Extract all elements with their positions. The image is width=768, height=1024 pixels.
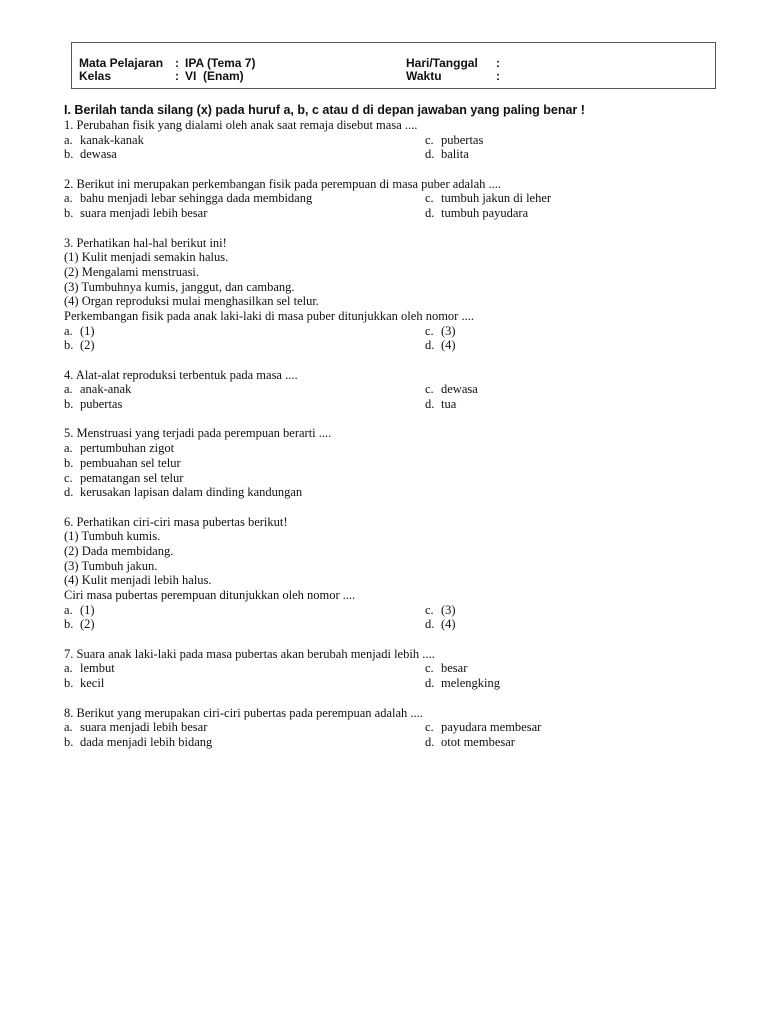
option-a[interactable] (64, 133, 144, 148)
question-stem: 1. Perubahan fisik yang dialami oleh anak saat remaja disebut masa .... (64, 118, 418, 132)
statement-item: (1) Tumbuh kumis. (64, 529, 161, 544)
option-text: tumbuh payudara (441, 206, 529, 221)
option-d[interactable] (425, 735, 515, 750)
option-text: dada menjadi lebih bidang (80, 734, 213, 749)
option-row (64, 397, 724, 412)
question-stem: 3. Perhatikan hal-hal berikut ini! (64, 235, 227, 250)
option-d[interactable] (425, 397, 456, 412)
option-row (64, 338, 724, 353)
option-text: kanak-kanak (80, 132, 144, 147)
option-row (64, 206, 724, 221)
instruction: I. Berilah tanda silang (x) pada huruf a, b, c atau d di depan jawaban yang paling benar ! (64, 103, 585, 117)
option-letter: a. (64, 191, 73, 206)
option-b[interactable] (64, 456, 181, 471)
question-1 (64, 118, 724, 162)
option-text: lembut (80, 661, 115, 676)
option-b[interactable] (64, 206, 207, 221)
statement-item: (2) Dada membidang. (64, 543, 174, 558)
option-letter: c. (425, 382, 434, 397)
option-row (64, 382, 724, 397)
option-letter: b. (64, 206, 74, 221)
option-row (64, 147, 724, 162)
option-b[interactable] (64, 397, 122, 412)
option-letter: b. (64, 147, 74, 162)
option-letter: a. (64, 602, 73, 617)
option-row (64, 191, 724, 206)
date-separator: : (496, 56, 500, 70)
option-c[interactable] (425, 133, 483, 148)
option-letter: c. (425, 191, 434, 206)
question-stem: 7. Suara anak laki-laki pada masa pubertas akan berubah menjadi lebih .... (64, 646, 435, 661)
option-text: kerusakan lapisan dalam dinding kandungan (80, 485, 303, 500)
option-b[interactable] (64, 617, 95, 632)
option-text: suara menjadi lebih besar (80, 206, 208, 221)
option-text: pubertas (441, 132, 484, 147)
option-letter: b. (64, 734, 74, 749)
option-text: (4) (441, 617, 456, 632)
option-row (64, 485, 724, 500)
option-text: pertumbuhan zigot (80, 441, 175, 456)
option-row (64, 441, 724, 456)
option-b[interactable] (64, 676, 104, 691)
option-text: melengking (441, 676, 501, 691)
option-a[interactable] (64, 441, 174, 456)
question-3 (64, 236, 724, 354)
option-a[interactable] (64, 191, 312, 206)
option-row (64, 133, 724, 148)
option-text: (4) (441, 338, 456, 353)
time-separator: : (496, 69, 500, 83)
question-stem: 6. Perhatikan ciri-ciri masa pubertas berikut! (64, 514, 288, 529)
option-text: suara menjadi lebih besar (80, 720, 208, 735)
option-letter: d. (64, 485, 74, 500)
question-stem: 8. Berikut yang merupakan ciri-ciri pubertas pada perempuan adalah .... (64, 705, 423, 720)
class-label: Kelas (79, 69, 112, 83)
option-letter: c. (425, 323, 434, 338)
class-separator: : (175, 69, 179, 83)
option-letter: c. (64, 470, 73, 485)
option-text: pubertas (80, 397, 123, 412)
option-letter: d. (425, 617, 435, 632)
header-row-subject (72, 56, 715, 70)
option-text: (2) (80, 338, 95, 353)
option-text: tumbuh jakun di leher (441, 191, 552, 206)
option-text: (2) (80, 617, 95, 632)
question-4 (64, 368, 724, 412)
option-c[interactable] (425, 191, 551, 206)
option-a[interactable] (64, 324, 95, 339)
option-text: (1) (80, 602, 95, 617)
question-stem: 5. Menstruasi yang terjadi pada perempuan berarti .... (64, 426, 332, 441)
subject-separator: : (175, 56, 179, 70)
option-c[interactable] (425, 382, 478, 397)
question-stem: 2. Berikut ini merupakan perkembangan fisik pada perempuan di masa puber adalah .... (64, 176, 502, 191)
option-letter: b. (64, 455, 74, 470)
option-row (64, 603, 724, 618)
question-6 (64, 515, 724, 633)
statement-item: (3) Tumbuh jakun. (64, 558, 158, 573)
option-text: (3) (441, 323, 456, 338)
option-letter: d. (425, 206, 435, 221)
option-text: dewasa (80, 147, 117, 162)
question-8 (64, 706, 724, 750)
time-label: Waktu (406, 69, 442, 83)
option-d[interactable] (64, 485, 302, 500)
option-letter: d. (425, 338, 435, 353)
statement-item: (2) Mengalami menstruasi. (64, 264, 200, 279)
option-d[interactable] (425, 617, 456, 632)
option-letter: c. (425, 661, 434, 676)
question-2 (64, 177, 724, 221)
statement-item: (3) Tumbuhnya kumis, janggut, dan cambang. (64, 279, 295, 294)
header-box (71, 42, 716, 89)
option-b[interactable] (64, 147, 117, 162)
option-letter: b. (64, 397, 74, 412)
option-row (64, 676, 724, 691)
option-d[interactable] (425, 206, 528, 221)
question-prompt: Ciri masa pubertas perempuan ditunjukkan oleh nomor .... (64, 588, 356, 602)
option-letter: b. (64, 676, 74, 691)
option-c[interactable] (64, 471, 183, 486)
date-label: Hari/Tanggal (406, 56, 478, 70)
option-text: (3) (441, 602, 456, 617)
option-row (64, 720, 724, 735)
option-text: balita (441, 147, 469, 162)
option-letter: d. (425, 147, 435, 162)
option-b[interactable] (64, 338, 95, 353)
question-prompt: Perkembangan fisik pada anak laki-laki di masa puber ditunjukkan oleh nomor .... (64, 308, 474, 323)
option-a[interactable] (64, 720, 207, 735)
option-text: dewasa (441, 382, 478, 397)
option-letter: c. (425, 720, 434, 735)
option-letter: a. (64, 323, 73, 338)
option-row (64, 456, 724, 471)
question-7 (64, 647, 724, 691)
option-d[interactable] (425, 338, 456, 353)
option-row (64, 617, 724, 632)
option-text: bahu menjadi lebar sehingga dada membidang (80, 191, 313, 206)
statement-item: (4) Kulit menjadi lebih halus. (64, 573, 212, 588)
statement-item: (4) Organ reproduksi mulai menghasilkan sel telur. (64, 294, 319, 309)
option-letter: a. (64, 132, 73, 147)
option-c[interactable] (425, 324, 456, 339)
option-row (64, 471, 724, 486)
option-text: pembuahan sel telur (80, 455, 181, 470)
option-a[interactable] (64, 382, 131, 397)
option-letter: d. (425, 676, 435, 691)
option-letter: c. (425, 602, 434, 617)
option-text: pematangan sel telur (80, 470, 184, 485)
question-list (64, 118, 724, 750)
question-stem: 4. Alat-alat reproduksi terbentuk pada masa .... (64, 367, 298, 382)
option-letter: a. (64, 382, 73, 397)
question-5 (64, 426, 724, 499)
option-a[interactable] (64, 661, 115, 676)
header-row-class (72, 69, 715, 83)
subject-label: Mata Pelajaran (79, 56, 164, 70)
option-d[interactable] (425, 147, 469, 162)
subject-value: IPA (Tema 7) (185, 56, 256, 70)
option-row (64, 661, 724, 676)
option-letter: a. (64, 720, 73, 735)
option-text: kecil (80, 676, 105, 691)
option-letter: b. (64, 338, 74, 353)
option-letter: c. (425, 132, 434, 147)
option-text: otot membesar (441, 734, 515, 749)
option-row (64, 735, 724, 750)
option-c[interactable] (425, 720, 541, 735)
class-value: VI (Enam) (185, 69, 244, 83)
option-letter: b. (64, 617, 74, 632)
option-letter: d. (425, 397, 435, 412)
option-text: (1) (80, 323, 95, 338)
option-letter: a. (64, 661, 73, 676)
statement-item: (1) Kulit menjadi semakin halus. (64, 250, 229, 265)
option-text: besar (441, 661, 468, 676)
option-text: tua (441, 397, 457, 412)
option-letter: a. (64, 441, 73, 456)
option-d[interactable] (425, 676, 500, 691)
option-c[interactable] (425, 603, 456, 618)
option-text: anak-anak (80, 382, 132, 397)
option-b[interactable] (64, 735, 212, 750)
option-letter: d. (425, 734, 435, 749)
option-c[interactable] (425, 661, 467, 676)
option-text: payudara membesar (441, 720, 542, 735)
option-row (64, 324, 724, 339)
option-a[interactable] (64, 603, 95, 618)
